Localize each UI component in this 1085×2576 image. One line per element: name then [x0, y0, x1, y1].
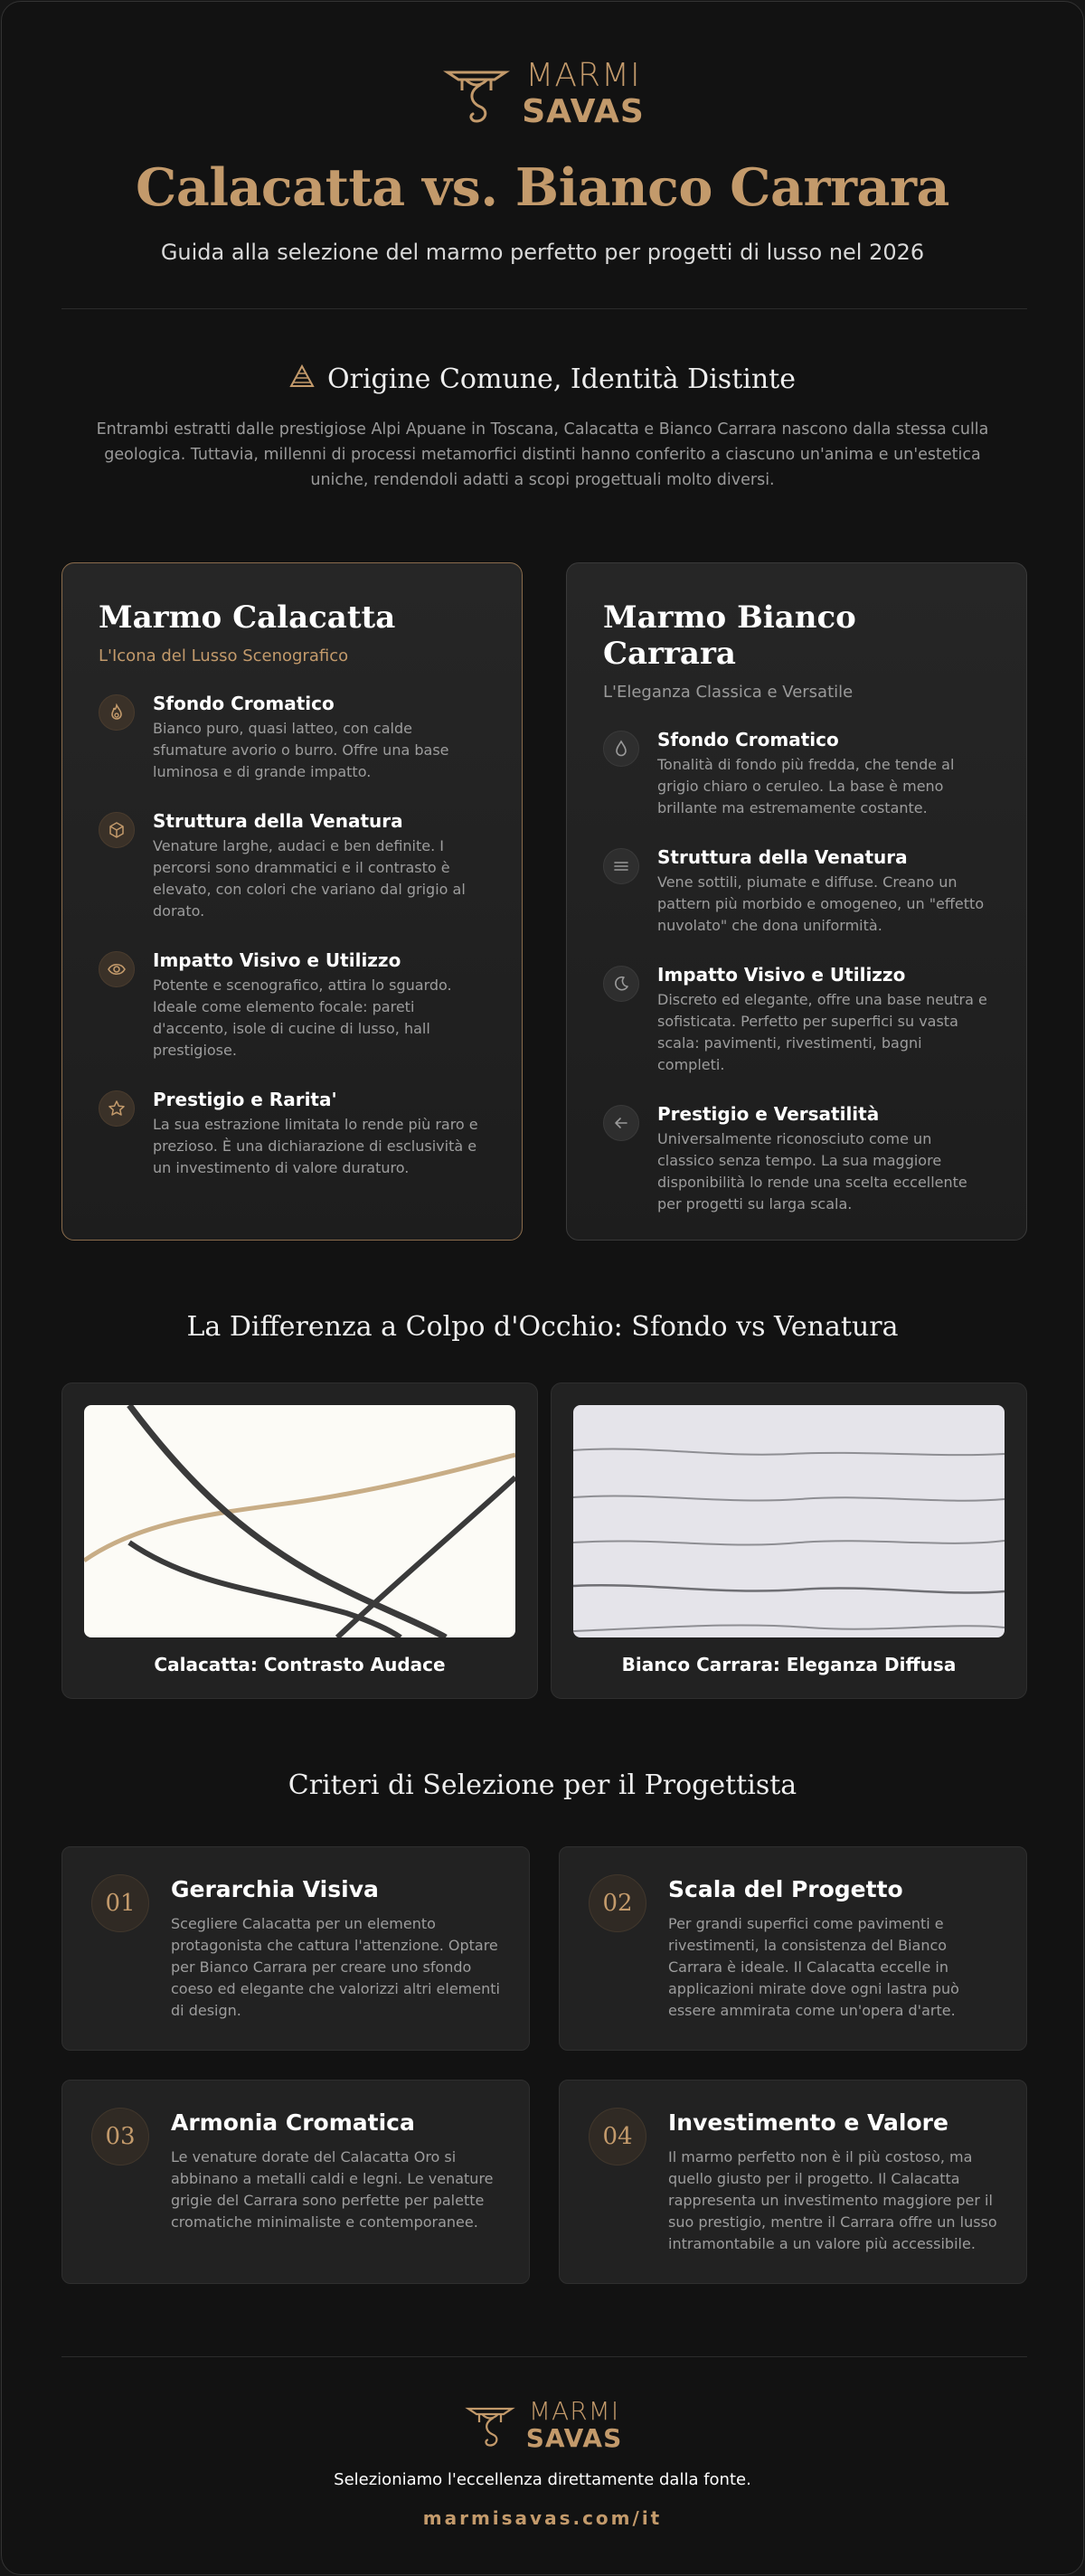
feature-text: Bianco puro, quasi latteo, con calde sfumature avorio o burro. Offre una base luminosa e di grande impatto.	[153, 720, 449, 780]
header	[2, 58, 1083, 265]
feature-text: Universalmente riconosciuto come un classico senza tempo. La sua maggiore disponibilità lo rende una scelta eccellente per progetti su larga scala.	[657, 1130, 967, 1213]
criteria-text: Il marmo perfetto non è il più costoso, ma quello giusto per il progetto. Il Calacatta rappresenta un investimento maggiore per il suo prestigio, mentre il Carrara offre un lusso intramontabile a un valore più accessibile.	[668, 2148, 997, 2252]
feature-text: La sua estrazione limitata lo rende più raro e prezioso. È una dichiarazione di esclusività e un investimento di valore duraturo.	[153, 1116, 478, 1176]
criteria-title: Investimento e Valore	[668, 2109, 948, 2136]
feature-item	[603, 964, 990, 1076]
carrara-swatch	[551, 1382, 1027, 1699]
star-icon	[99, 1090, 135, 1127]
criteria-number: 02	[589, 1874, 646, 1932]
arrow-left-icon	[603, 1105, 639, 1141]
criteria-title: Gerarchia Visiva	[171, 1876, 379, 1902]
cube-icon	[99, 812, 135, 848]
brand-logo	[2, 58, 1083, 130]
calacatta-swatch	[61, 1382, 538, 1699]
lines-icon	[603, 848, 639, 884]
brand-line-2: SAVAS	[525, 2423, 623, 2453]
criteria-heading: Criteri di Selezione per il Progettista	[288, 1769, 797, 1801]
feature-text: Vene sottili, piumate e diffuse. Creano un pattern più morbido e omogeneo, un "effetto nuvolato" che dona uniformità.	[657, 873, 985, 934]
feature-item	[99, 693, 486, 783]
feature-item	[99, 1089, 486, 1179]
divider	[61, 2356, 1027, 2357]
feature-title: Sfondo Cromatico	[153, 693, 335, 714]
feature-item	[603, 1103, 990, 1215]
logo-mark-icon	[440, 58, 513, 130]
calacatta-caption: Calacatta: Contrasto Audace	[154, 1654, 446, 1675]
origin-heading	[289, 363, 796, 395]
brand-line-1: MARMI	[525, 57, 641, 94]
eye-icon	[99, 951, 135, 987]
carrara-caption: Bianco Carrara: Eleganza Diffusa	[621, 1654, 957, 1675]
criteria-text: Le venature dorate del Calacatta Oro si abbinano a metalli caldi e legni. Le venature grigie del Carrara sono perfette per palette cromatiche minimaliste e contemporanee.	[171, 2148, 494, 2231]
criteria-title: Scala del Progetto	[668, 1876, 903, 1902]
criteria-text: Per grandi superfici come pavimenti e rivestimenti, la consistenza del Bianco Carrara è ideale. Il Calacatta eccelle in applicazioni mirate dove ogni lastra può essere ammirata come un'opera d'arte.	[668, 1915, 959, 2019]
calacatta-marble-image	[84, 1405, 515, 1637]
criteria-number: 04	[589, 2108, 646, 2166]
calacatta-tagline: L'Icona del Lusso Scenografico	[99, 646, 349, 665]
origin-text: Entrambi estratti dalle prestigiose Alpi Apuane in Toscana, Calacatta e Bianco Carrara nascono dalla stessa culla geologica. Tuttavia, millenni di processi metamorfici distinti hanno conferito a ciascuno un'anima e un'estetica uniche, rendendoli adatti a scopi progettuali molto diversi.	[96, 420, 989, 489]
footer	[2, 2398, 1083, 2529]
footer-tagline: Selezioniamo l'eccellenza direttamente dalla fonte.	[334, 2470, 751, 2489]
calacatta-title: Marmo Calacatta	[99, 599, 396, 636]
brand-line-2: SAVAS	[522, 93, 645, 130]
page-subtitle: Guida alla selezione del marmo perfetto per progetti di lusso nel 2026	[160, 240, 925, 265]
infographic-page	[1, 1, 1084, 2575]
footer-logo	[2, 2398, 1083, 2452]
page-title: Calacatta vs. Bianco Carrara	[136, 157, 949, 218]
origin-section	[2, 363, 1083, 493]
feature-title: Impatto Visivo e Utilizzo	[657, 964, 906, 986]
feature-title: Prestigio e Versatilità	[657, 1103, 880, 1125]
criteria-card	[61, 2080, 530, 2284]
feature-title: Sfondo Cromatico	[657, 729, 839, 750]
divider	[61, 308, 1027, 309]
feature-text: Potente e scenografico, attira lo sguardo. Ideale come elemento focale: pareti d'accento, isole di cucine di lusso, hall prestigiose.	[153, 977, 452, 1059]
criteria-title: Armonia Cromatica	[171, 2109, 415, 2136]
droplet-icon	[603, 731, 639, 767]
criteria-number: 03	[91, 2108, 149, 2166]
carrara-tagline: L'Eleganza Classica e Versatile	[603, 683, 854, 702]
origin-title: Origine Comune, Identità Distinte	[327, 363, 796, 395]
feature-title: Prestigio e Rarita'	[153, 1089, 337, 1110]
feature-title: Impatto Visivo e Utilizzo	[153, 949, 401, 971]
criteria-number: 01	[91, 1874, 149, 1932]
feature-item	[99, 810, 486, 922]
calacatta-card	[61, 562, 523, 1241]
criteria-card	[559, 1846, 1027, 2051]
feature-text: Discreto ed elegante, offre una base neutra e sofisticata. Perfetto per superfici su vasta scala: pavimenti, rivestimenti, bagni completi.	[657, 991, 987, 1073]
feature-item	[99, 949, 486, 1062]
pyramid-icon	[289, 363, 315, 395]
criteria-card	[559, 2080, 1027, 2284]
carrara-title: Marmo Bianco Carrara	[603, 599, 856, 672]
feature-item	[603, 729, 990, 819]
moon-icon	[603, 966, 639, 1002]
carrara-marble-image	[573, 1405, 1005, 1637]
criteria-card	[61, 1846, 530, 2051]
flame-icon	[99, 694, 135, 731]
feature-title: Struttura della Venatura	[153, 810, 403, 832]
feature-title: Struttura della Venatura	[657, 846, 908, 868]
feature-text: Tonalità di fondo più fredda, che tende al grigio chiaro o ceruleo. La base è meno brillante ma estremamente costante.	[657, 756, 955, 816]
criteria-text: Scegliere Calacatta per un elemento protagonista che cattura l'attenzione. Optare per Bianco Carrara per creare uno sfondo coeso ed elegante che valorizzi altri elementi di design.	[171, 1915, 500, 2019]
feature-item	[603, 846, 990, 937]
carrara-card	[566, 562, 1027, 1241]
footer-website-link[interactable]: marmisavas.com/it	[422, 2507, 663, 2529]
brand-line-1: MARMI	[528, 2396, 620, 2426]
logo-mark-icon	[463, 2398, 517, 2452]
feature-text: Venature larghe, audaci e ben definite. I percorsi sono drammatici e il contrasto è elevato, con colori che variano dal grigio al dorato.	[153, 837, 466, 920]
difference-heading: La Differenza a Colpo d'Occhio: Sfondo vs Venatura	[186, 1311, 899, 1343]
